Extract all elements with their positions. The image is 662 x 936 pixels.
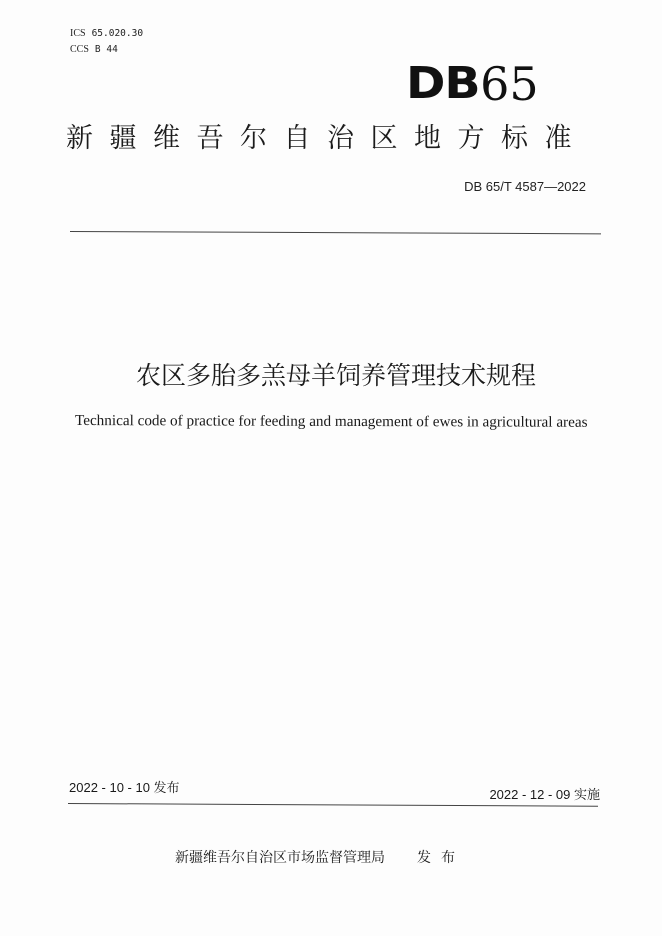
document-title-chinese: 农区多胎多羔母羊饲养管理技术规程 xyxy=(135,361,536,390)
publisher-name: 新疆维吾尔自治区市场监督管理局 xyxy=(175,850,385,866)
ccs-label: CCS xyxy=(70,44,89,55)
top-divider xyxy=(70,231,601,234)
publisher-verb: 发布 xyxy=(417,850,465,866)
ics-label: ICS xyxy=(70,28,86,39)
standard-number: DB 65/T 4587—2022 xyxy=(464,179,586,194)
db-standard-logo xyxy=(406,56,539,111)
ics-code: 65.020.30 xyxy=(91,28,144,39)
ics-classification xyxy=(70,28,143,40)
issuing-standard-category: 新疆维吾尔自治区地方标准 xyxy=(66,123,588,154)
document-title-english: Technical code of practice for feeding and management of ewes in agricultural areas xyxy=(74,412,588,431)
ccs-code: B 44 xyxy=(94,44,118,55)
publisher-line xyxy=(175,848,465,868)
db-logo-letters: DB xyxy=(406,58,480,109)
issue-date: 2022 - 10 - 10 发布 xyxy=(69,780,180,795)
ccs-classification xyxy=(70,44,118,56)
effective-date: 2022 - 12 - 09 实施 xyxy=(489,787,600,802)
db-logo-number: 65 xyxy=(480,57,539,111)
